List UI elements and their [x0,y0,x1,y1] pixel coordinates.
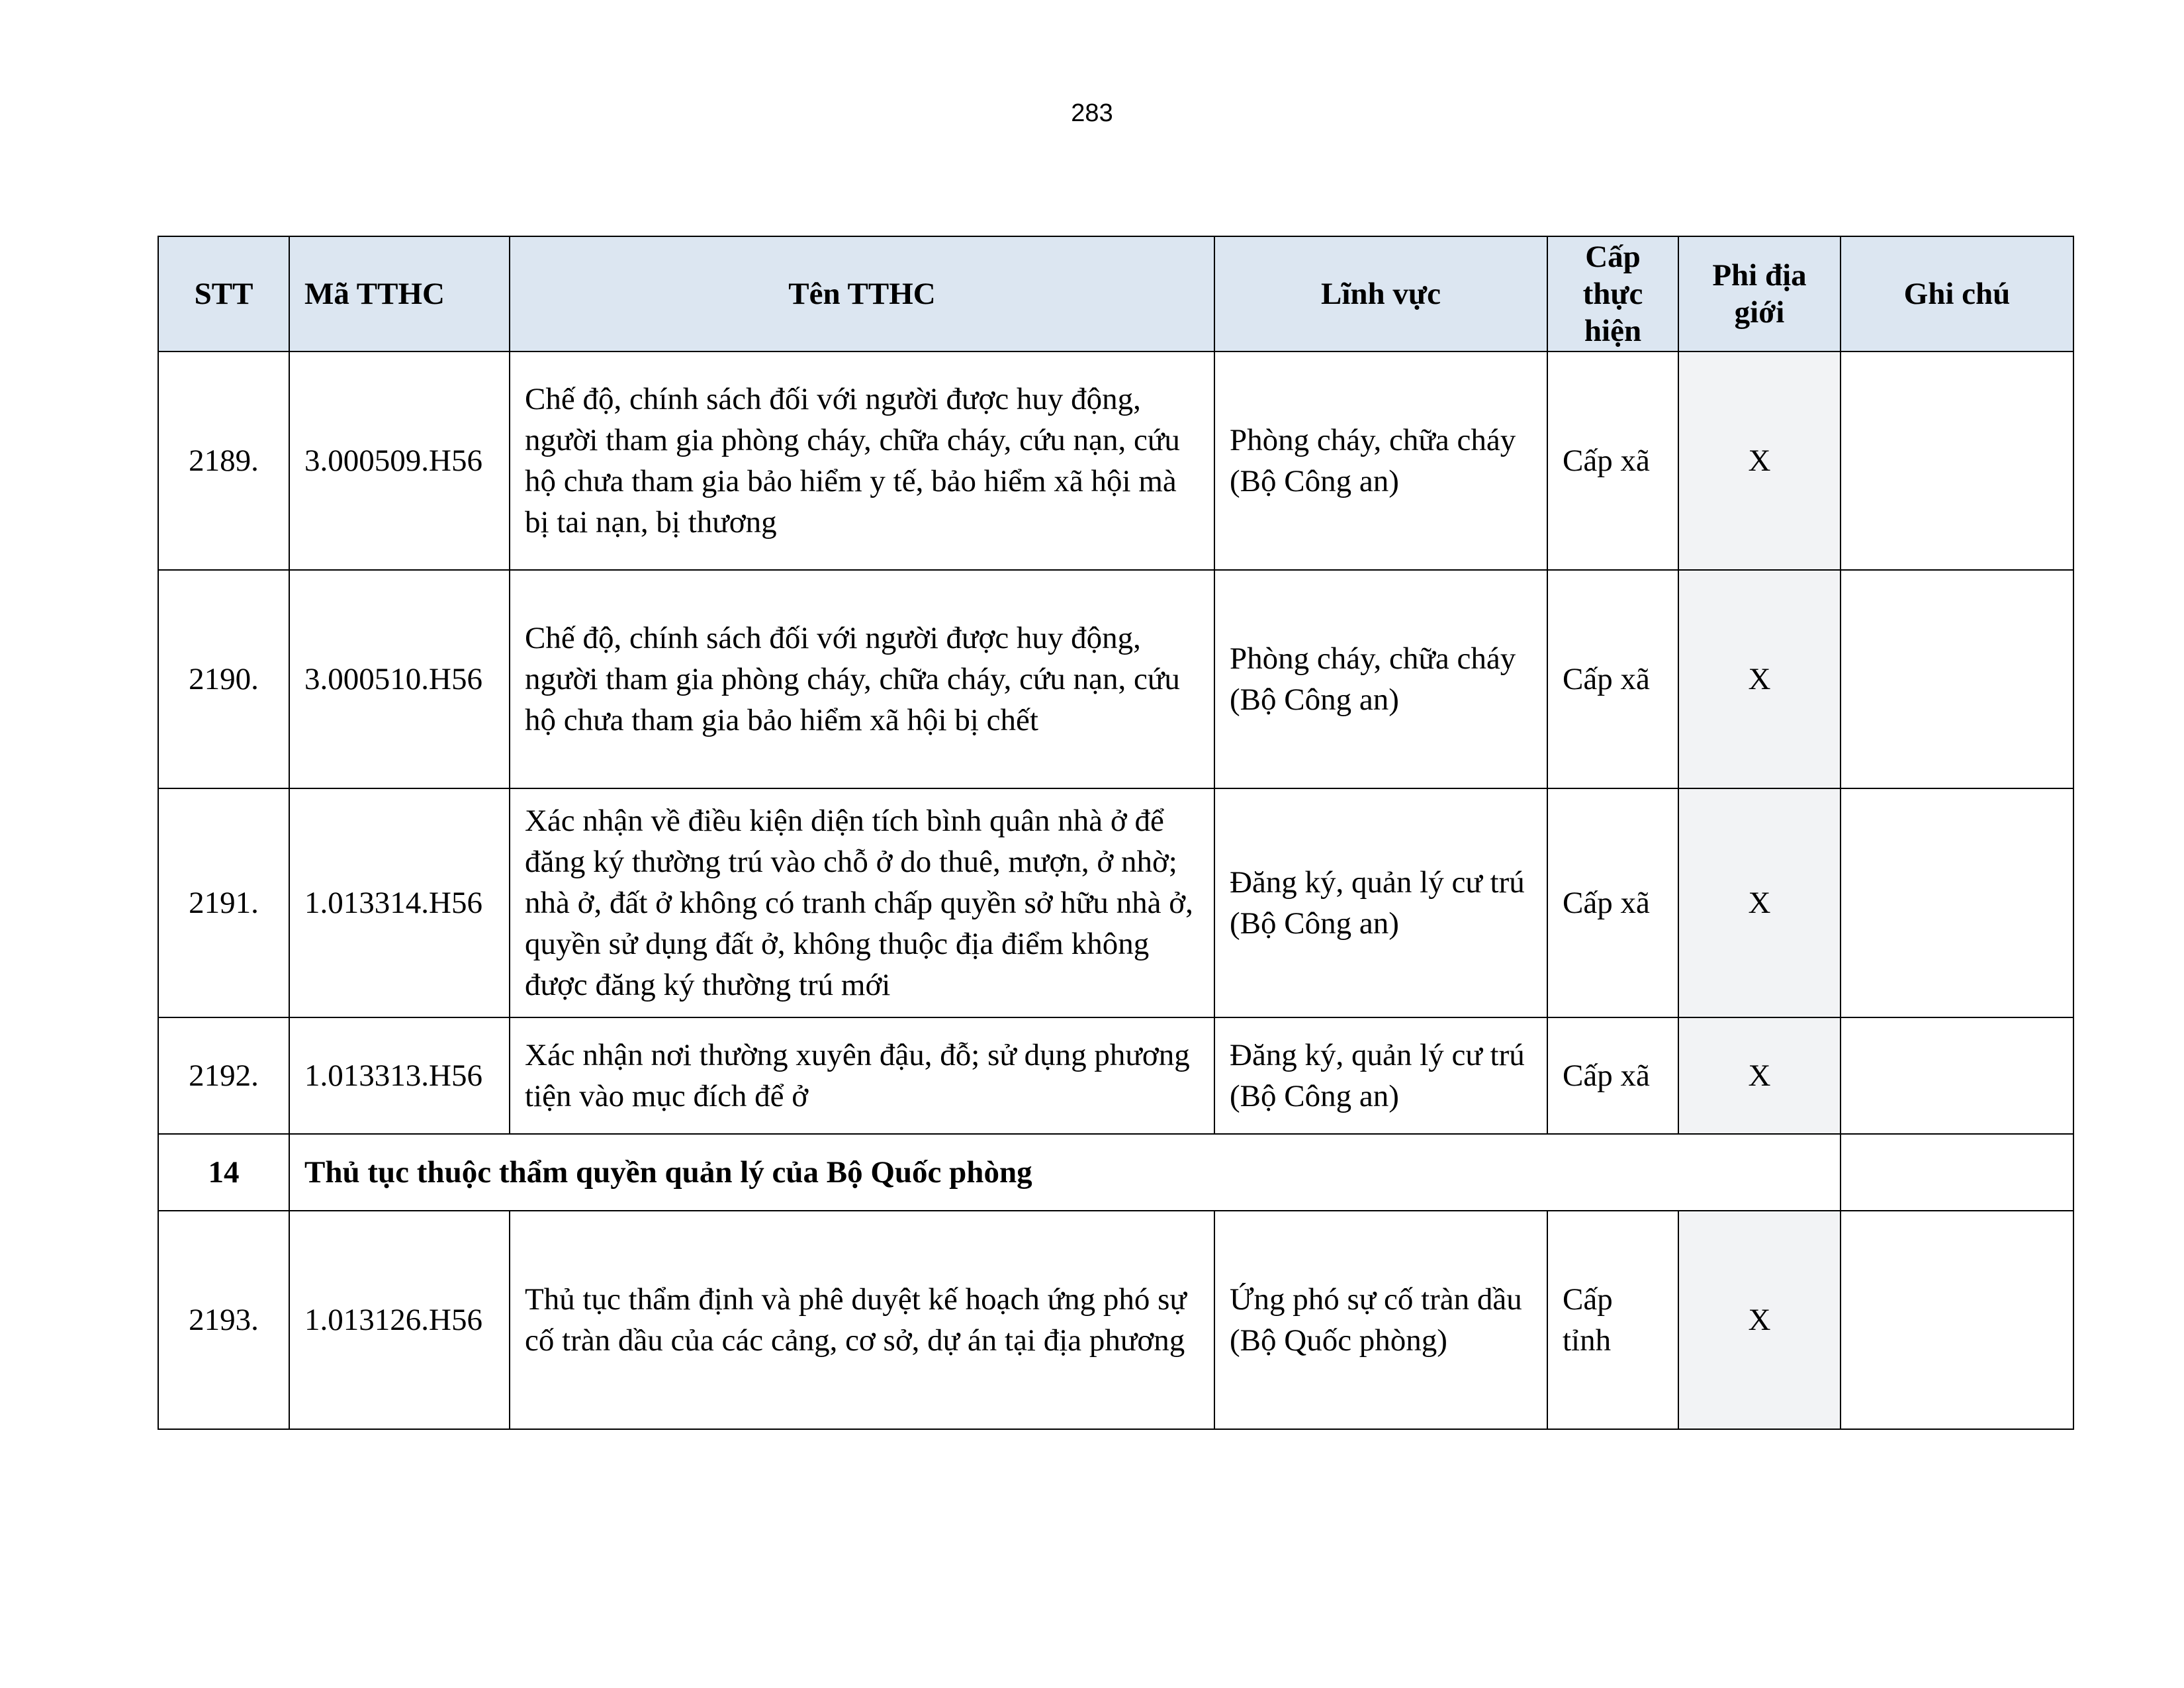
section-number: 14 [158,1134,289,1211]
cell-phi-dia-gioi: X [1678,1211,1841,1429]
cell-stt: 2191. [158,788,289,1017]
cell-linh-vuc: Đăng ký, quản lý cư trú (Bộ Công an) [1214,1017,1547,1134]
cell-ten-tthc: Xác nhận về điều kiện diện tích bình quân nhà ở để đăng ký thường trú vào chỗ ở do thuê, mượn, ở nhờ; nhà ở, đất ở không có tranh chấp quyền sở hữu nhà ở, quyền sử dụng đất ở, không thuộc địa điểm không được đăng ký thường trú mới [510,788,1214,1017]
header-ten-tthc: Tên TTHC [510,236,1214,352]
header-stt: STT [158,236,289,352]
cell-linh-vuc: Ứng phó sự cố tràn dầu (Bộ Quốc phòng) [1214,1211,1547,1429]
cell-cap-thuc-hien: Cấp xã [1547,352,1678,570]
table-header-row [158,236,2073,352]
cell-cap-thuc-hien: Cấp xã [1547,1017,1678,1134]
cell-ma-tthc: 3.000509.H56 [289,352,510,570]
cell-linh-vuc: Phòng cháy, chữa cháy (Bộ Công an) [1214,352,1547,570]
cell-ten-tthc: Chế độ, chính sách đối với người được huy động, người tham gia phòng cháy, chữa cháy, cứu nạn, cứu hộ chưa tham gia bảo hiểm y tế, bảo hiểm xã hội mà bị tai nạn, bị thương [510,352,1214,570]
header-phi-dia-gioi: Phi địa giới [1678,236,1841,352]
cell-ghi-chu [1841,1211,2073,1429]
table-row [158,570,2073,788]
header-cap-thuc-hien: Cấp thực hiện [1547,236,1678,352]
cell-ma-tthc: 1.013313.H56 [289,1017,510,1134]
cell-cap-thuc-hien: Cấp xã [1547,570,1678,788]
cell-phi-dia-gioi: X [1678,570,1841,788]
table-row [158,788,2073,1017]
cell-stt: 2189. [158,352,289,570]
header-ma-tthc: Mã TTHC [289,236,510,352]
cell-ghi-chu [1841,1017,2073,1134]
header-linh-vuc: Lĩnh vực [1214,236,1547,352]
cell-ten-tthc: Xác nhận nơi thường xuyên đậu, đỗ; sử dụng phương tiện vào mục đích để ở [510,1017,1214,1134]
cell-cap-thuc-hien: Cấp tỉnh [1547,1211,1678,1429]
table-row [158,352,2073,570]
header-ghi-chu: Ghi chú [1841,236,2073,352]
cell-phi-dia-gioi: X [1678,1017,1841,1134]
cell-stt: 2193. [158,1211,289,1429]
cell-linh-vuc: Phòng cháy, chữa cháy (Bộ Công an) [1214,570,1547,788]
procedure-table [158,236,2074,1430]
cell-stt: 2192. [158,1017,289,1134]
cell-ghi-chu [1841,352,2073,570]
cell-ghi-chu [1841,788,2073,1017]
cell-linh-vuc: Đăng ký, quản lý cư trú (Bộ Công an) [1214,788,1547,1017]
cell-ma-tthc: 3.000510.H56 [289,570,510,788]
cell-ghi-chu [1841,1134,2073,1211]
cell-ma-tthc: 1.013314.H56 [289,788,510,1017]
cell-stt: 2190. [158,570,289,788]
cell-ten-tthc: Thủ tục thẩm định và phê duyệt kế hoạch ứng phó sự cố tràn dầu của các cảng, cơ sở, dự án tại địa phương [510,1211,1214,1429]
cell-phi-dia-gioi: X [1678,352,1841,570]
cell-phi-dia-gioi: X [1678,788,1841,1017]
section-title: Thủ tục thuộc thẩm quyền quản lý của Bộ Quốc phòng [289,1134,1841,1211]
cell-ghi-chu [1841,570,2073,788]
page-number: 283 [1071,99,1113,127]
cell-ten-tthc: Chế độ, chính sách đối với người được huy động, người tham gia phòng cháy, chữa cháy, cứu nạn, cứu hộ chưa tham gia bảo hiểm xã hội bị chết [510,570,1214,788]
table-row [158,1017,2073,1134]
section-row [158,1134,2073,1211]
table-row [158,1211,2073,1429]
cell-cap-thuc-hien: Cấp xã [1547,788,1678,1017]
cell-ma-tthc: 1.013126.H56 [289,1211,510,1429]
